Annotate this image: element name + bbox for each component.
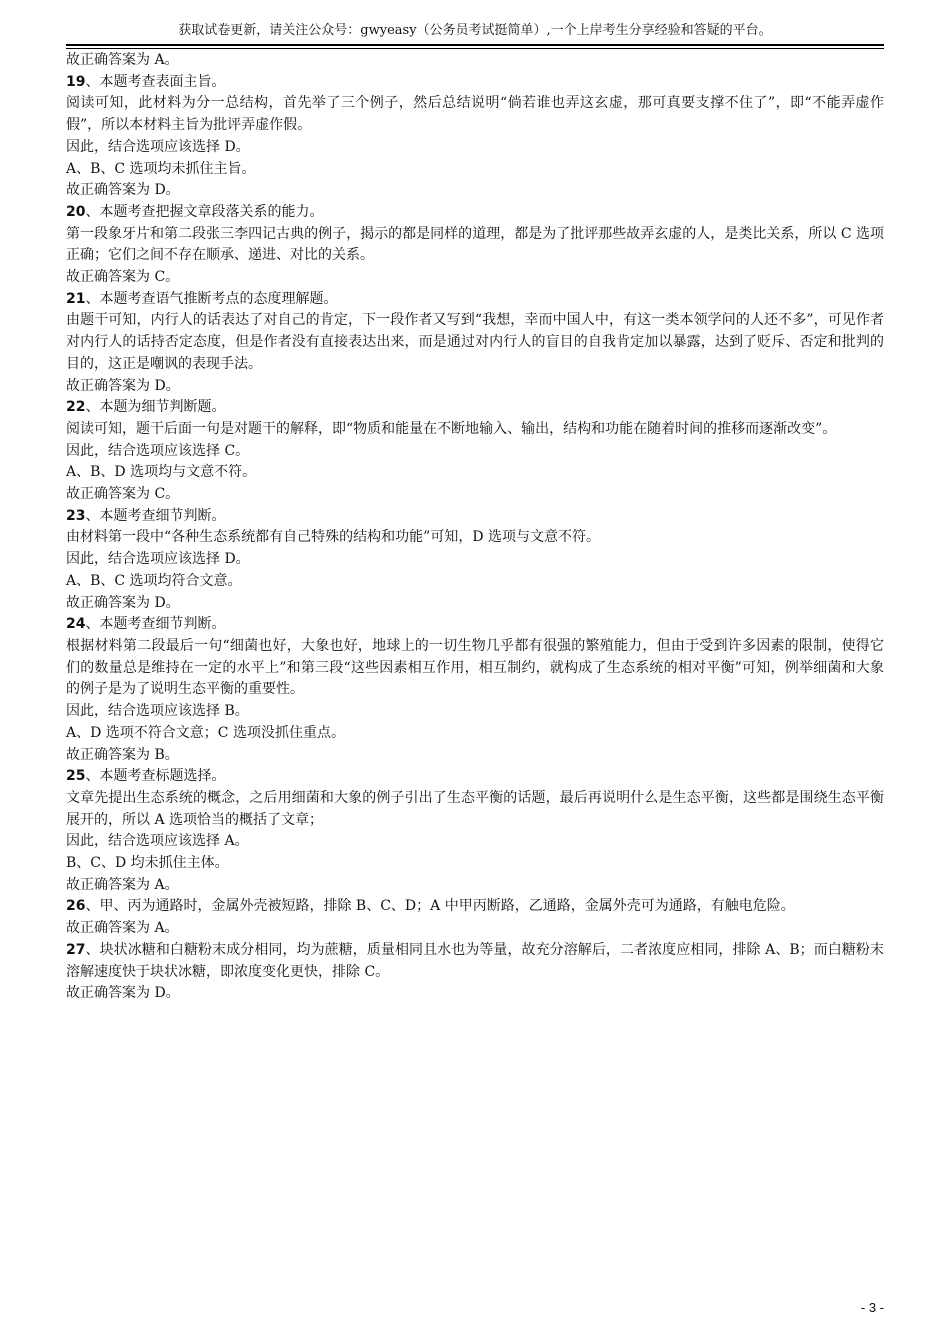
question-heading-text: 、本题考查表面主旨。 <box>85 73 226 90</box>
question-heading-text: 、本题考查细节判断。 <box>85 507 226 524</box>
explanation-line: A、B、C 选项均未抓住主旨。 <box>66 160 256 177</box>
explanation-line: 阅读可知，题干后面一句是对题干的解释，即“物质和能量在不断地输入、输出，结构和功能在随着时间的推移而逐渐改变”。 <box>66 420 837 437</box>
question-heading <box>66 766 884 788</box>
question-heading <box>66 202 884 224</box>
question-number: 27 <box>66 941 86 958</box>
explanation-line: 因此，结合选项应该选择 D。 <box>66 551 250 568</box>
explanation-line: 文章先提出生态系统的概念，之后用细菌和大象的例子引出了生态平衡的话题，最后再说明什么是生态平衡，这些都是围绕生态平衡展开的，所以 A 选项恰当的概括了文章； <box>66 789 884 828</box>
question-heading <box>66 614 884 636</box>
question-heading-text: 、本题为细节判断题。 <box>85 399 226 416</box>
question-heading <box>66 940 884 983</box>
explanation-line: 故正确答案为 D。 <box>66 594 180 611</box>
question-heading <box>66 397 884 419</box>
question-heading-text: 、本题考查细节判断。 <box>85 616 226 633</box>
explanation-line: 故正确答案为 B。 <box>66 746 179 763</box>
explanation-line: 阅读可知，此材料为分一总结构，首先举了三个例子，然后总结说明“倘若谁也弄这玄虚，那可真要支撑不住了”，即“不能弄虚作假”，所以本材料主旨为批评弄虚作假。 <box>66 95 884 134</box>
explanation-line: A、B、C 选项均符合文意。 <box>66 572 242 589</box>
question-heading <box>66 289 884 311</box>
header-rule-thick <box>66 44 884 46</box>
explanation-line: 故正确答案为 A。 <box>66 52 179 68</box>
explanation-line: 故正确答案为 D。 <box>66 377 180 394</box>
explanation-line: 因此，结合选项应该选择 B。 <box>66 703 249 720</box>
explanation-line: 第一段象牙片和第二段张三李四记古典的例子，揭示的都是同样的道理，都是为了批评那些故弄玄虚的人，是类比关系，所以 C 选项正确；它们之间不存在顺承、递进、对比的关系。 <box>66 225 884 264</box>
question-number: 19 <box>66 73 86 90</box>
explanation-line: 故正确答案为 D。 <box>66 182 180 199</box>
explanation-line: 因此，结合选项应该选择 A。 <box>66 833 249 850</box>
explanation-line: 故正确答案为 A。 <box>66 876 179 893</box>
explanation-line: 故正确答案为 A。 <box>66 920 179 937</box>
question-heading-text: 、本题考查把握文章段落关系的能力。 <box>85 203 324 220</box>
explanation-line: A、B、D 选项均与文意不符。 <box>66 464 257 481</box>
explanation-line: 由题干可知，内行人的话表达了对自己的肯定，下一段作者又写到“我想，幸而中国人中，有这一类本领学问的人还不多”，可见作者对内行人的话持否定态度，但是作者没有直接表达出来，而是通过对内行人的盲目的自我肯定加以暴露，达到了贬斥、否定和批判的目的，这正是嘲讽的表现手法。 <box>66 312 884 372</box>
question-heading-text: 、本题考查标题选择。 <box>85 768 226 785</box>
answer-explanations <box>66 50 884 1005</box>
question-number: 26 <box>66 898 86 915</box>
explanation-line: 根据材料第二段最后一句“细菌也好，大象也好，地球上的一切生物几乎都有很强的繁殖能力，但由于受到许多因素的限制，使得它们的数量总是维持在一定的水平上”和第三段“这些因素相互作用，相互制约，就构成了生态系统的相对平衡”可知，例举细菌和大象的例子是为了说明生态平衡的重要性。 <box>66 637 884 698</box>
page-header: 获取试卷更新，请关注公众号：gwyeasy（公务员考试挺简单）,一个上岸考生分享经验和答疑的平台。 <box>178 23 772 38</box>
explanation-line: 故正确答案为 C。 <box>66 269 180 286</box>
question-number: 25 <box>66 768 86 785</box>
question-heading-text: 、块状冰糖和白糖粉末成分相同，均为蔗糖，质量相同且水也为等量，故充分溶解后，二者浓度应相同，排除 A、B；而白糖粉末溶解速度快于块状冰糖，即浓度变化更快，排除 C。 <box>66 941 884 980</box>
explanation-line: 因此，结合选项应该选择 C。 <box>66 442 250 459</box>
explanation-line: A、D 选项不符合文意；C 选项没抓住重点。 <box>66 724 345 741</box>
question-heading <box>66 506 884 528</box>
header-rule-thin <box>66 48 884 49</box>
explanation-line: 因此，结合选项应该选择 D。 <box>66 138 250 155</box>
question-number: 22 <box>66 399 86 416</box>
explanation-line: 由材料第一段中“各种生态系统都有自己特殊的结构和功能”可知，D 选项与文意不符。 <box>66 529 600 546</box>
question-heading-text: 、甲、丙为通路时，金属外壳被短路，排除 B、C、D；A 中甲丙断路，乙通路，金属外壳可为通路，有触电危险。 <box>85 898 795 915</box>
page-number: - 3 - <box>860 1300 884 1315</box>
question-number: 24 <box>66 616 86 633</box>
explanation-line: 故正确答案为 C。 <box>66 486 180 503</box>
question-heading <box>66 72 884 94</box>
question-heading-text: 、本题考查语气推断考点的态度理解题。 <box>85 290 338 307</box>
question-number: 20 <box>66 203 86 220</box>
question-number: 23 <box>66 507 86 524</box>
explanation-line: B、C、D 均未抓住主体。 <box>66 855 229 872</box>
question-number: 21 <box>66 290 86 307</box>
explanation-line: 故正确答案为 D。 <box>66 985 180 1002</box>
question-heading <box>66 896 884 918</box>
